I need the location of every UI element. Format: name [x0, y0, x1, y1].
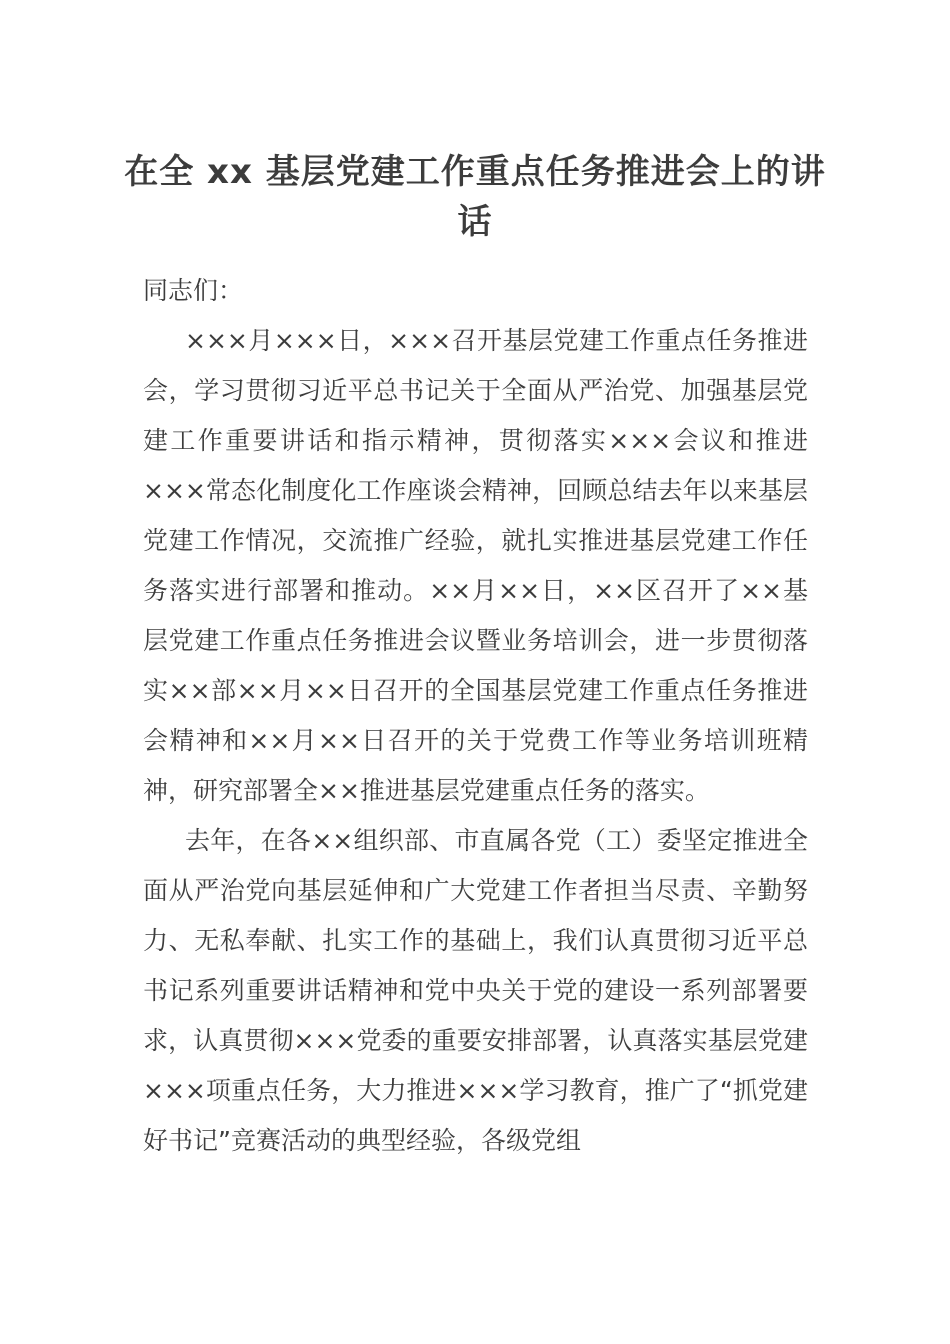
document-title: 在全 xx 基层党建工作重点任务推进会上的讲话: [124, 152, 826, 242]
document-body: [143, 266, 808, 1166]
paragraph-1: ×××月×××日，×××召开基层党建工作重点任务推进会，学习贯彻习近平总书记关于全面从严治党、加强基层党建工作重要讲话和指示精神，贯彻落实×××会议和推进×××常态化制度化工作座谈会精神，回顾总结去年以来基层党建工作情况，交流推广经验，就扎实推进基层党建工作任务落实进行部署和推动。××月××日，××区召开了××基层党建工作重点任务推进会议暨业务培训会，进一步贯彻落实××部××月××日召开的全国基层党建工作重点任务推进会精神和××月××日召开的关于党费工作等业务培训班精神，研究部署全××推进基层党建重点任务的落实。: [143, 326, 808, 805]
paragraph-2: 去年，在各××组织部、市直属各党（工）委坚定推进全面从严治党向基层延伸和广大党建工作者担当尽责、辛勤努力、无私奉献、扎实工作的基础上，我们认真贯彻习近平总书记系列重要讲话精神和党中央关于党的建设一系列部署要求，认真贯彻×××党委的重要安排部署，认真落实基层党建×××项重点任务，大力推进×××学习教育，推广了“抓党建好书记”竞赛活动的典型经验，各级党组: [143, 826, 808, 1155]
salutation: 同志们：: [143, 276, 244, 305]
